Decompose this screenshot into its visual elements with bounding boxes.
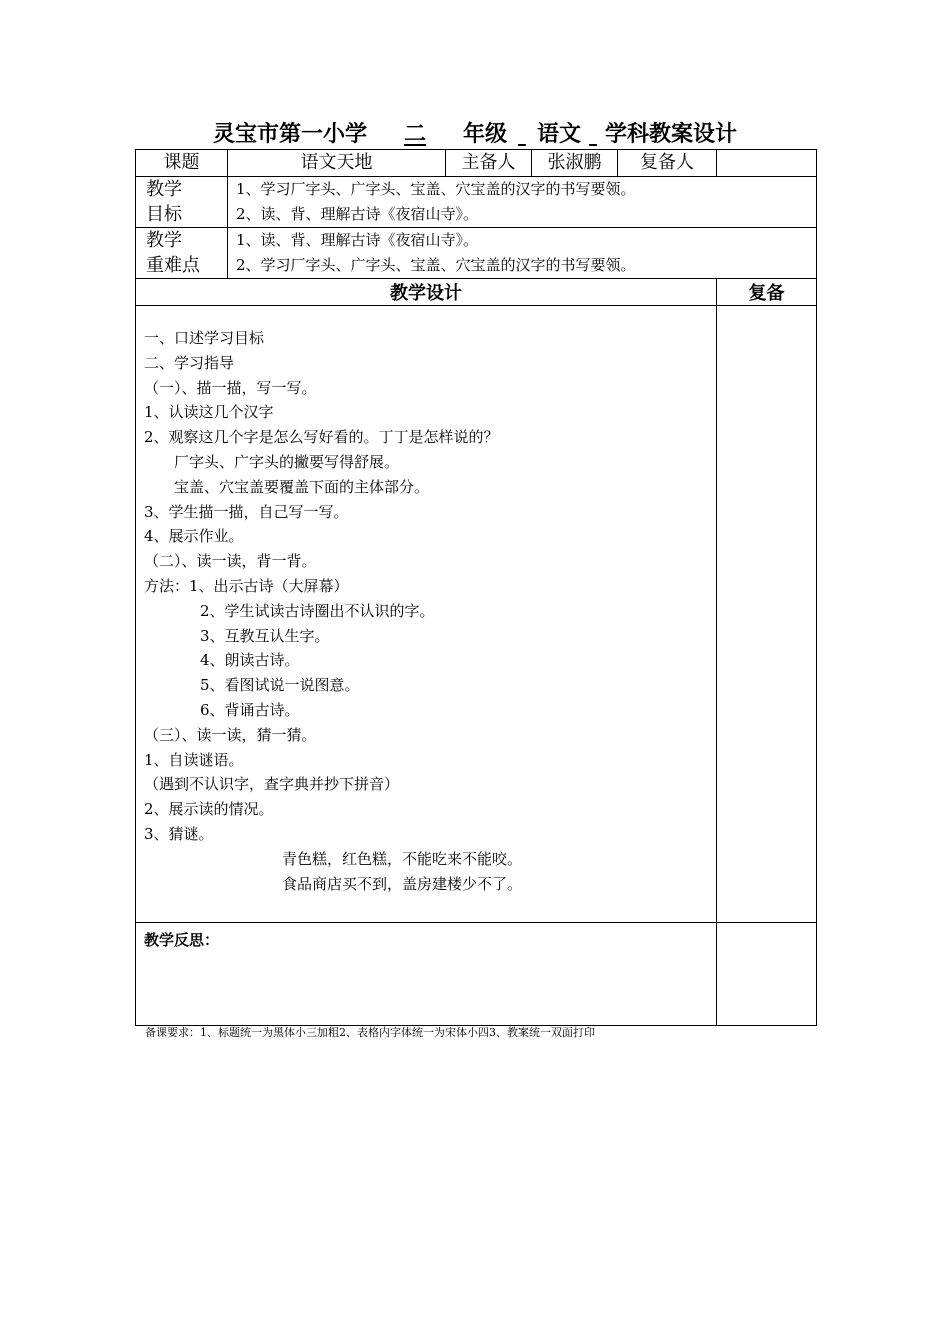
list-item: 宝盖、穴宝盖要覆盖下面的主体部分。	[174, 477, 430, 496]
goals-row	[136, 177, 817, 228]
list-item: 2、学习厂字头、广字头、宝盖、穴宝盖的汉字的书写要领。	[236, 256, 636, 274]
topic-label: 课题	[136, 150, 228, 177]
page-title	[135, 120, 815, 150]
list-item: （三）、读一读，猜一猜。	[144, 725, 317, 744]
list-item: 1、认读这几个汉字	[144, 403, 274, 422]
grade-value: 二	[403, 122, 426, 147]
riddle-line: 青色糕，红色糕，不能吃来不能咬。	[282, 849, 523, 868]
co-preparer-value	[717, 150, 817, 177]
review-content	[717, 306, 817, 923]
list-item: 1、学习厂字头、广字头、宝盖、穴宝盖的汉字的书写要领。	[236, 180, 636, 198]
reflection-row	[136, 923, 817, 1026]
title-suffix: 学科教案设计	[605, 122, 738, 147]
list-item: 1、自读谜语。	[144, 750, 244, 769]
info-row	[136, 150, 817, 177]
list-item: 2、展示读的情况。	[144, 800, 274, 819]
topic-value: 语文天地	[228, 150, 446, 177]
subject-value: 语文	[537, 122, 582, 147]
lead-preparer-value: 张淑鹏	[532, 150, 618, 177]
design-content	[136, 306, 717, 923]
reflection-review	[717, 923, 817, 1026]
list-item: （遇到不认识字，查字典并抄下拼音）	[144, 775, 400, 794]
list-item: 1、读、背、理解古诗《夜宿山寺》。	[236, 231, 479, 249]
list-item: 6、背诵古诗。	[200, 700, 300, 719]
school-name: 灵宝市第一小学	[212, 122, 367, 147]
list-item: 2、观察这几个字是怎么写好看的。丁丁是怎样说的？	[144, 428, 499, 447]
key-points-content	[228, 228, 817, 279]
riddle-line: 食品商店买不到，盖房建楼少不了。	[282, 874, 523, 893]
list-item: 2、学生试读古诗圈出不认识的字。	[200, 601, 435, 620]
goals-content	[228, 177, 817, 228]
review-header: 复备	[717, 279, 817, 306]
list-item: 3、互教互认生字。	[200, 626, 330, 645]
list-item: 4、朗读古诗。	[200, 651, 300, 670]
footnote: 备课要求：1、标题统一为黑体小三加粗2、表格内字体统一为宋体小四3、教案统一双面打印	[145, 1026, 595, 1039]
list-item: 一、口述学习目标	[144, 329, 265, 347]
underline-gap	[507, 120, 537, 150]
reflection-label: 教学反思：	[136, 923, 717, 1026]
list-item: 5、看图试说一说图意。	[200, 676, 360, 695]
list-item: 二、学习指导	[144, 353, 235, 372]
list-item: 2、读、背、理解古诗《夜宿山寺》。	[236, 205, 479, 223]
section-header-row	[136, 279, 817, 306]
key-points-label: 教学 重难点	[136, 228, 228, 279]
design-header: 教学设计	[136, 279, 717, 306]
key-points-row	[136, 228, 817, 279]
list-item: 方法：1、出示古诗（大屏幕）	[144, 576, 349, 595]
list-item: 4、展示作业。	[144, 527, 244, 546]
goals-label: 教学 目标	[136, 177, 228, 228]
co-preparer-label: 复备人	[618, 150, 717, 177]
list-item: （一）、描一描，写一写。	[144, 378, 317, 397]
list-item: 3、猜谜。	[144, 824, 214, 843]
underline-gap	[581, 120, 605, 150]
lesson-plan-table	[135, 149, 817, 1026]
list-item: 3、学生描一描，自己写一写。	[144, 502, 349, 521]
lesson-plan-sheet	[135, 149, 816, 1026]
list-item: （二）、读一读，背一背。	[144, 552, 317, 571]
list-item: 厂字头、广字头的撇要写得舒展。	[174, 452, 400, 471]
design-row	[136, 306, 817, 923]
lead-preparer-label: 主备人	[446, 150, 532, 177]
grade-suffix: 年级	[462, 122, 507, 147]
